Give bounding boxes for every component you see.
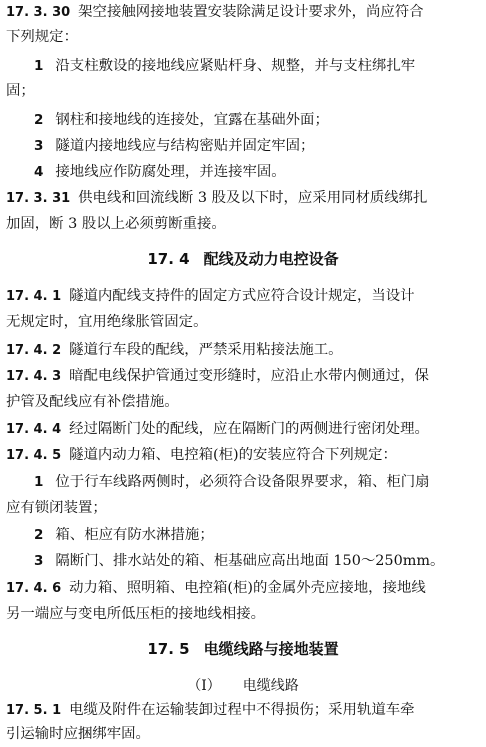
subsection-heading: （Ⅰ） 电缆线路 [187, 678, 299, 694]
clause-text-continuation: 护管及配线应有补偿措施。 [6, 394, 179, 410]
list-item: 4 接地线应作防腐处理，并连接牢固。 [34, 164, 286, 180]
list-item: 2 箱、柜应有防水淋措施； [34, 527, 214, 543]
clause-17-4-1: 17. 4. 1 隧道内配线支持件的固定方式应符合设计规定，当设计 [6, 288, 415, 304]
list-item-continuation: 固； [6, 83, 35, 99]
clause-17-3-30: 17. 3. 30 架空接触网接地装置安装除满足设计要求外，尚应符合 [6, 4, 424, 20]
list-item-continuation: 应有锁闭装置； [6, 500, 107, 516]
clause-text-continuation: 下列规定： [6, 29, 78, 45]
list-item: 3 隔断门、排水站处的箱、柜基础应高出地面 150～250mm。 [34, 553, 445, 569]
clause-text-continuation: 无规定时，宜用绝缘胀管固定。 [6, 314, 208, 330]
clause-17-4-6: 17. 4. 6 动力箱、照明箱、电控箱(柜)的金属外壳应接地，接地线 [6, 580, 426, 596]
list-item: 1 沿支柱敷设的接地线应紧贴杆身、规整，并与支柱绑扎牢 [34, 58, 416, 74]
clause-17-4-2: 17. 4. 2 隧道行车段的配线，严禁采用粘接法施工。 [6, 342, 343, 358]
list-item: 1 位于行车线路两侧时，必须符合设备限界要求，箱、柜门扇 [34, 474, 430, 490]
section-heading-17-5: 17. 5 电缆线路与接地装置 [147, 640, 339, 658]
clause-17-5-1: 17. 5. 1 电缆及附件在运输装卸过程中不得损伤；采用轨道车牵 [6, 702, 415, 718]
clause-17-3-31: 17. 3. 31 供电线和回流线断 3 股及以下时，应采用同材质线绑扎 [6, 190, 428, 206]
clause-17-4-3: 17. 4. 3 暗配电线保护管通过变形缝时，应沿止水带内侧通过，保 [6, 368, 429, 384]
clause-17-4-4: 17. 4. 4 经过隔断门处的配线，应在隔断门的两侧进行密闭处理。 [6, 421, 429, 437]
list-item: 3 隧道内接地线应与结构密贴并固定牢固； [34, 138, 315, 154]
clause-text-continuation: 另一端应与变电所低压柜的接地线相接。 [6, 606, 266, 622]
clause-text-continuation: 引运输时应捆绑牢固。 [6, 726, 150, 742]
clause-17-4-5: 17. 4. 5 隧道内动力箱、电控箱(柜)的安装应符合下列规定： [6, 447, 397, 463]
clause-text-continuation: 加固，断 3 股以上必须剪断重接。 [6, 216, 226, 232]
section-heading-17-4: 17. 4 配线及动力电控设备 [147, 250, 339, 268]
list-item: 2 钢柱和接地线的连接处，宜露在基础外面； [34, 112, 329, 128]
